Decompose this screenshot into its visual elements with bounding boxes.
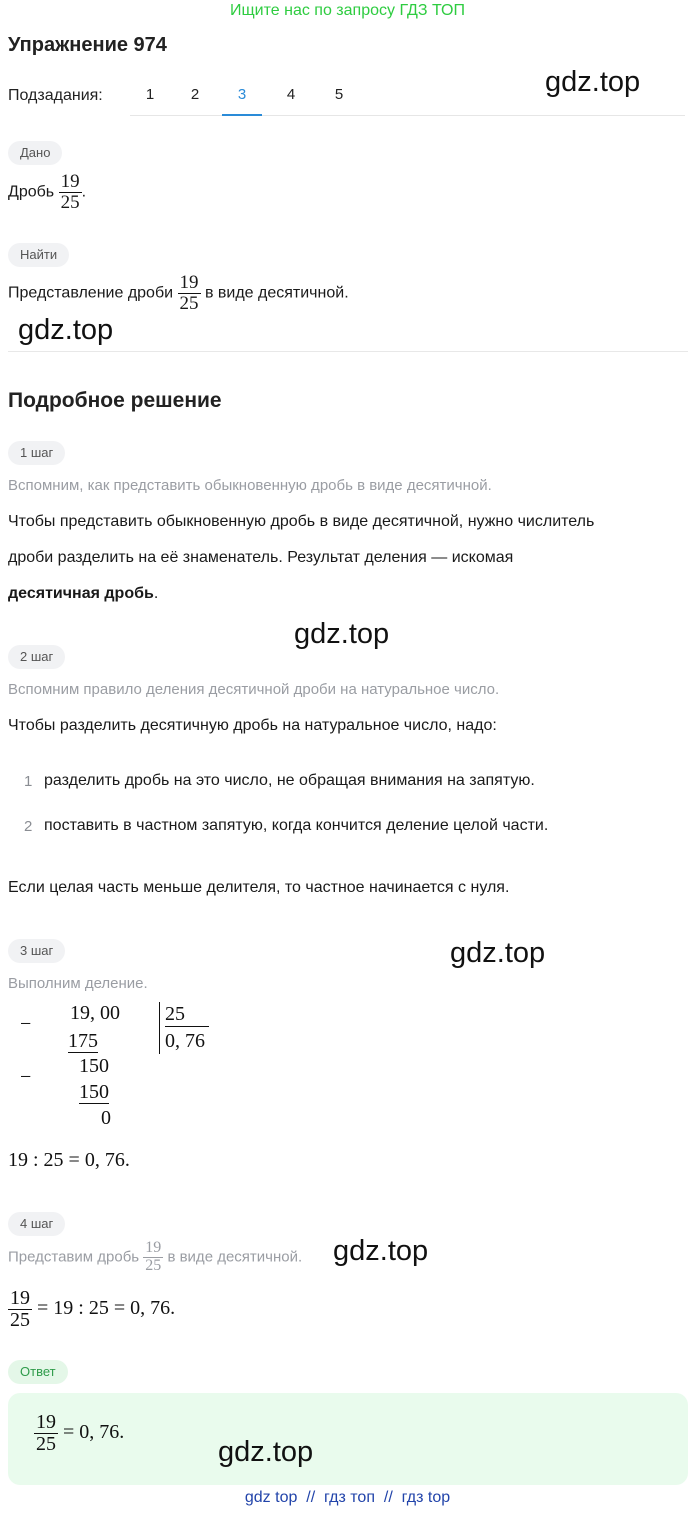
footer-links[interactable]: gdz top // гдз топ // гдз top — [244, 1489, 451, 1506]
step1-end: . — [153, 585, 159, 602]
fraction-denominator: 25 — [10, 1309, 30, 1331]
given-prefix: Дробь — [8, 183, 55, 201]
find-chip: Найти — [8, 243, 69, 267]
watermark: gdz.top — [450, 937, 546, 969]
step2-note: Если целая часть меньше делителя, то частное начинается с нуля. — [8, 879, 510, 896]
answer-equation-rhs: = 0, 76. — [63, 1421, 125, 1444]
fraction-numerator: 19 — [10, 1287, 30, 1309]
subtask-tab-4[interactable]: 4 — [286, 86, 296, 103]
fraction-denominator: 25 — [60, 191, 80, 213]
fraction-numerator: 19 — [60, 171, 80, 192]
find-fraction — [178, 273, 201, 314]
solution-title: Подробное решение — [8, 389, 222, 412]
subtrahend-2: 150 — [79, 1081, 109, 1103]
step4-hint-prefix: Представим дробь — [8, 1248, 140, 1266]
step3-chip: 3 шаг — [8, 939, 65, 963]
divisor: 25 — [165, 1002, 209, 1027]
step1-bold-term: десятичная дробь — [8, 585, 154, 602]
step2-intro: Чтобы разделить десятичную дробь на натуральное число, надо: — [8, 717, 497, 734]
dividend: 19, 00 — [70, 1002, 120, 1024]
watermark: gdz.top — [333, 1235, 429, 1267]
step1-hint: Вспомним, как представить обыкновенную дробь в виде десятичной. — [8, 477, 492, 494]
subtask-tab-1[interactable]: 1 — [145, 86, 155, 103]
fraction-numerator: 19 — [179, 272, 199, 293]
watermark: gdz.top — [545, 66, 641, 98]
step1-line2: дроби разделить на её знаменатель. Результат деления — искомая — [8, 549, 514, 566]
watermark: gdz.top — [294, 618, 390, 650]
fraction-denominator: 25 — [145, 1256, 162, 1274]
subtrahend-1: 175 — [68, 1030, 98, 1052]
page-title: Упражнение 974 — [8, 34, 167, 56]
list-number: 2 — [24, 818, 33, 835]
list-item: поставить в частном запятую, когда кончится деление целой части. — [44, 817, 549, 834]
divider — [8, 351, 688, 352]
list-item: разделить дробь на это число, не обращая внимания на запятую. — [44, 772, 535, 789]
answer-equation — [34, 1412, 124, 1455]
given-text — [8, 172, 86, 213]
fraction-denominator: 25 — [36, 1433, 56, 1455]
division-bar — [159, 1002, 160, 1054]
given-chip: Дано — [8, 141, 62, 165]
fraction-numerator: 19 — [145, 1239, 162, 1256]
find-suffix: в виде десятичной. — [204, 284, 349, 302]
answer-fraction — [34, 1412, 58, 1455]
step4-hint-suffix: в виде десятичной. — [167, 1248, 303, 1266]
fraction-denominator: 25 — [179, 292, 199, 314]
subtask-tab-3[interactable]: 3 — [222, 78, 262, 116]
step1-line3 — [8, 585, 158, 603]
step4-chip: 4 шаг — [8, 1212, 65, 1236]
subtasks-label: Подзадания: — [8, 87, 103, 104]
step4-hint — [8, 1240, 302, 1275]
given-fraction — [59, 172, 82, 213]
fraction-numerator: 19 — [36, 1411, 56, 1433]
find-text — [8, 273, 349, 314]
step4-fraction — [8, 1288, 32, 1331]
remainder-1: 150 — [79, 1055, 109, 1077]
given-suffix: . — [81, 183, 87, 201]
step4-equation — [8, 1288, 175, 1331]
remainder-2: 0 — [101, 1107, 111, 1129]
minus-sign: − — [20, 1013, 32, 1035]
step2-chip: 2 шаг — [8, 645, 65, 669]
top-banner[interactable]: Ищите нас по запросу ГДЗ ТОП — [230, 2, 465, 19]
step3-result: 19 : 25 = 0, 76. — [8, 1149, 130, 1171]
watermark: gdz.top — [18, 314, 114, 346]
step1-chip: 1 шаг — [8, 441, 65, 465]
subtask-tab-2[interactable]: 2 — [190, 86, 200, 103]
step4-equation-rhs: = 19 : 25 = 0, 76. — [37, 1297, 176, 1320]
find-prefix: Представление дроби — [8, 284, 174, 302]
minus-sign: − — [20, 1066, 32, 1088]
step1-line1: Чтобы представить обыкновенную дробь в виде десятичной, нужно числитель — [8, 513, 595, 530]
watermark: gdz.top — [218, 1436, 314, 1468]
quotient: 0, 76 — [165, 1030, 205, 1052]
list-number: 1 — [24, 773, 33, 790]
subtask-tab-5[interactable]: 5 — [334, 86, 344, 103]
step3-hint: Выполним деление. — [8, 975, 148, 992]
step4-hint-fraction — [143, 1240, 163, 1275]
answer-chip: Ответ — [8, 1360, 68, 1384]
step2-hint: Вспомним правило деления десятичной дроби на натуральное число. — [8, 681, 500, 698]
